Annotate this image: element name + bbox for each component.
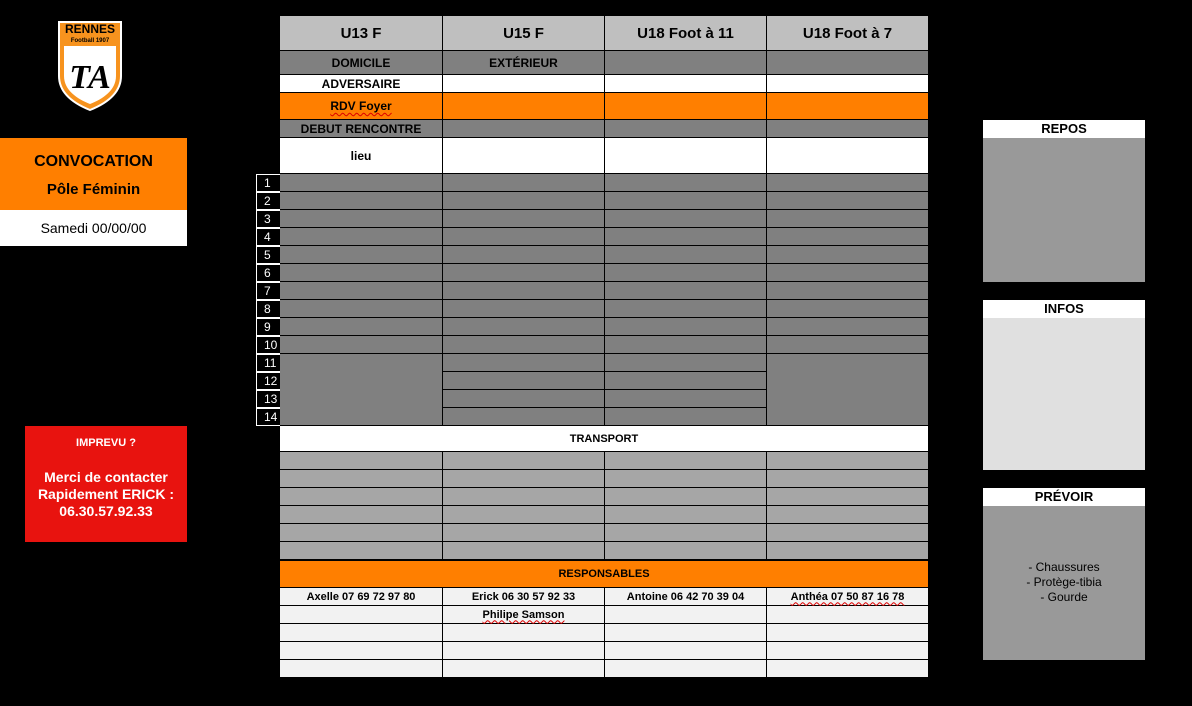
transport-cell[interactable] <box>280 524 443 542</box>
player-cell[interactable] <box>443 174 605 192</box>
player-number: 4 <box>256 228 280 246</box>
logo-subtitle: Football 1907 <box>70 38 110 44</box>
transport-cell[interactable] <box>280 506 443 524</box>
player-cell[interactable] <box>605 318 767 336</box>
responsable-cell[interactable] <box>443 660 605 678</box>
transport-cell[interactable] <box>605 452 767 470</box>
player-number: 13 <box>256 390 280 408</box>
responsable-contact[interactable]: Antoine 06 42 70 39 04 <box>605 588 767 606</box>
transport-cell[interactable] <box>443 506 605 524</box>
responsable-cell[interactable] <box>767 642 929 660</box>
prevoir-item: - Gourde <box>1040 590 1088 604</box>
player-cell[interactable] <box>767 228 929 246</box>
player-cell[interactable] <box>767 174 929 192</box>
transport-cell[interactable] <box>443 452 605 470</box>
player-number: 11 <box>256 354 280 372</box>
player-number: 2 <box>256 192 280 210</box>
column-header-u18-11: U18 Foot à 11 <box>605 16 767 51</box>
transport-cell[interactable] <box>767 524 929 542</box>
responsable-cell[interactable] <box>767 660 929 678</box>
lieu-cell[interactable] <box>767 138 929 174</box>
transport-cell[interactable] <box>605 506 767 524</box>
responsable-contact[interactable]: Erick 06 30 57 92 33 <box>443 588 605 606</box>
responsable-cell[interactable] <box>767 606 929 624</box>
player-cell[interactable] <box>443 408 605 426</box>
responsable-extra[interactable] <box>443 606 605 624</box>
convocation-subtitle: Pôle Féminin <box>46 181 141 198</box>
player-cell-merged[interactable] <box>767 354 929 426</box>
player-cell[interactable] <box>605 300 767 318</box>
player-number: 8 <box>256 300 280 318</box>
convocation-table <box>280 16 929 679</box>
player-cell[interactable] <box>605 264 767 282</box>
logo-letters: TA <box>69 59 111 96</box>
player-cell[interactable] <box>605 336 767 354</box>
player-cell-merged[interactable] <box>280 354 443 426</box>
club-logo <box>55 18 125 112</box>
prevoir-panel[interactable] <box>983 506 1145 660</box>
prevoir-list <box>983 560 1145 605</box>
responsable-cell[interactable] <box>443 624 605 642</box>
player-number: 7 <box>256 282 280 300</box>
transport-cell[interactable] <box>443 542 605 560</box>
adversaire-cell[interactable] <box>767 75 929 93</box>
player-cell[interactable] <box>280 228 443 246</box>
player-cell[interactable] <box>605 228 767 246</box>
responsable-contact[interactable]: Axelle 07 69 72 97 80 <box>280 588 443 606</box>
prevoir-item: - Protège-tibia <box>1026 575 1102 589</box>
player-cell[interactable] <box>280 192 443 210</box>
player-cell[interactable] <box>280 282 443 300</box>
column-header-u18-7: U18 Foot à 7 <box>767 16 929 51</box>
repos-panel[interactable] <box>983 138 1145 282</box>
adversaire-cell[interactable] <box>443 75 605 93</box>
debut-rencontre-cell[interactable] <box>767 120 929 138</box>
transport-cell[interactable] <box>605 542 767 560</box>
player-cell[interactable] <box>443 246 605 264</box>
player-number: 1 <box>256 174 280 192</box>
responsable-cell[interactable] <box>605 642 767 660</box>
transport-cell[interactable] <box>767 506 929 524</box>
infos-title: INFOS <box>983 300 1145 318</box>
player-cell[interactable] <box>443 192 605 210</box>
player-cell[interactable] <box>605 246 767 264</box>
player-cell[interactable] <box>443 210 605 228</box>
infos-panel[interactable] <box>983 318 1145 470</box>
responsable-cell[interactable] <box>280 642 443 660</box>
responsable-cell[interactable] <box>605 624 767 642</box>
responsables-header: RESPONSABLES <box>280 561 929 588</box>
lieu-cell[interactable] <box>443 138 605 174</box>
adversaire-label: ADVERSAIRE <box>280 75 443 93</box>
player-number: 10 <box>256 336 280 354</box>
responsable-cell[interactable] <box>280 624 443 642</box>
player-cell[interactable] <box>280 336 443 354</box>
rdv-cell[interactable] <box>443 93 605 120</box>
player-cell[interactable] <box>767 192 929 210</box>
transport-cell[interactable] <box>443 524 605 542</box>
player-cell[interactable] <box>605 408 767 426</box>
transport-cell[interactable] <box>443 488 605 506</box>
player-number: 14 <box>256 408 280 426</box>
player-cell[interactable] <box>443 300 605 318</box>
responsable-cell[interactable] <box>767 624 929 642</box>
convocation-date[interactable]: Samedi 00/00/00 <box>0 210 187 246</box>
responsable-cell[interactable] <box>605 660 767 678</box>
player-cell[interactable] <box>767 246 929 264</box>
player-cell[interactable] <box>767 264 929 282</box>
prevoir-title: PRÉVOIR <box>983 488 1145 506</box>
rdv-label <box>280 93 443 120</box>
rdv-cell[interactable] <box>767 93 929 120</box>
player-number: 6 <box>256 264 280 282</box>
column-header-u13f: U13 F <box>280 16 443 51</box>
rdv-label-text: RDV Foyer <box>330 99 392 113</box>
transport-cell[interactable] <box>443 470 605 488</box>
imprevu-box <box>25 426 187 542</box>
player-cell[interactable] <box>280 246 443 264</box>
responsable-extra-text: Philipe Samson <box>482 608 565 621</box>
transport-cell[interactable] <box>280 452 443 470</box>
transport-header: TRANSPORT <box>280 426 929 452</box>
adversaire-cell[interactable] <box>605 75 767 93</box>
responsable-contact[interactable] <box>767 588 929 606</box>
transport-cell[interactable] <box>605 470 767 488</box>
responsable-cell[interactable] <box>443 642 605 660</box>
logo-name: RENNES <box>64 22 116 36</box>
transport-cell[interactable] <box>767 488 929 506</box>
debut-rencontre-cell[interactable] <box>605 120 767 138</box>
player-cell[interactable] <box>767 318 929 336</box>
player-cell[interactable] <box>767 282 929 300</box>
lieu-label: lieu <box>280 138 443 174</box>
transport-cell[interactable] <box>605 488 767 506</box>
transport-cell[interactable] <box>280 542 443 560</box>
prevoir-item: - Chaussures <box>1028 560 1100 574</box>
convocation-header <box>0 138 187 210</box>
player-cell[interactable] <box>280 210 443 228</box>
player-cell[interactable] <box>443 264 605 282</box>
domicile-cell[interactable] <box>767 51 929 75</box>
player-cell[interactable] <box>605 372 767 390</box>
player-cell[interactable] <box>605 390 767 408</box>
player-cell[interactable] <box>443 318 605 336</box>
player-cell[interactable] <box>443 354 605 372</box>
player-cell[interactable] <box>605 192 767 210</box>
responsable-cell[interactable] <box>605 606 767 624</box>
responsable-cell[interactable] <box>280 606 443 624</box>
player-cell[interactable] <box>443 390 605 408</box>
imprevu-title: IMPREVU ? <box>76 437 136 449</box>
player-cell[interactable] <box>767 210 929 228</box>
transport-cell[interactable] <box>767 470 929 488</box>
player-cell[interactable] <box>443 372 605 390</box>
transport-cell[interactable] <box>280 488 443 506</box>
imprevu-message: Merci de contacter Rapidement ERICK : 06.30.57.92.33 <box>37 469 175 519</box>
debut-rencontre-label: DEBUT RENCONTRE <box>280 120 443 138</box>
transport-cell[interactable] <box>767 542 929 560</box>
player-number: 9 <box>256 318 280 336</box>
domicile-label: DOMICILE <box>280 51 443 75</box>
player-cell[interactable] <box>767 336 929 354</box>
player-cell[interactable] <box>605 174 767 192</box>
responsable-contact-text: Anthéa 07 50 87 16 78 <box>790 590 905 603</box>
column-header-u15f: U15 F <box>443 16 605 51</box>
player-cell[interactable] <box>767 300 929 318</box>
lieu-cell[interactable] <box>605 138 767 174</box>
repos-title: REPOS <box>983 120 1145 138</box>
player-cell[interactable] <box>605 354 767 372</box>
player-number: 12 <box>256 372 280 390</box>
exterieur-label: EXTÉRIEUR <box>443 51 605 75</box>
player-number: 5 <box>256 246 280 264</box>
player-cell[interactable] <box>443 282 605 300</box>
transport-cell[interactable] <box>280 470 443 488</box>
transport-cell[interactable] <box>767 452 929 470</box>
responsable-cell[interactable] <box>280 660 443 678</box>
player-cell[interactable] <box>280 318 443 336</box>
player-cell[interactable] <box>605 282 767 300</box>
rdv-cell[interactable] <box>605 93 767 120</box>
player-cell[interactable] <box>280 264 443 282</box>
player-cell[interactable] <box>605 210 767 228</box>
player-cell[interactable] <box>280 174 443 192</box>
convocation-title: CONVOCATION <box>34 153 153 170</box>
player-cell[interactable] <box>280 300 443 318</box>
debut-rencontre-cell[interactable] <box>443 120 605 138</box>
domicile-cell[interactable] <box>605 51 767 75</box>
transport-cell[interactable] <box>605 524 767 542</box>
player-cell[interactable] <box>443 228 605 246</box>
player-number: 3 <box>256 210 280 228</box>
player-cell[interactable] <box>443 336 605 354</box>
